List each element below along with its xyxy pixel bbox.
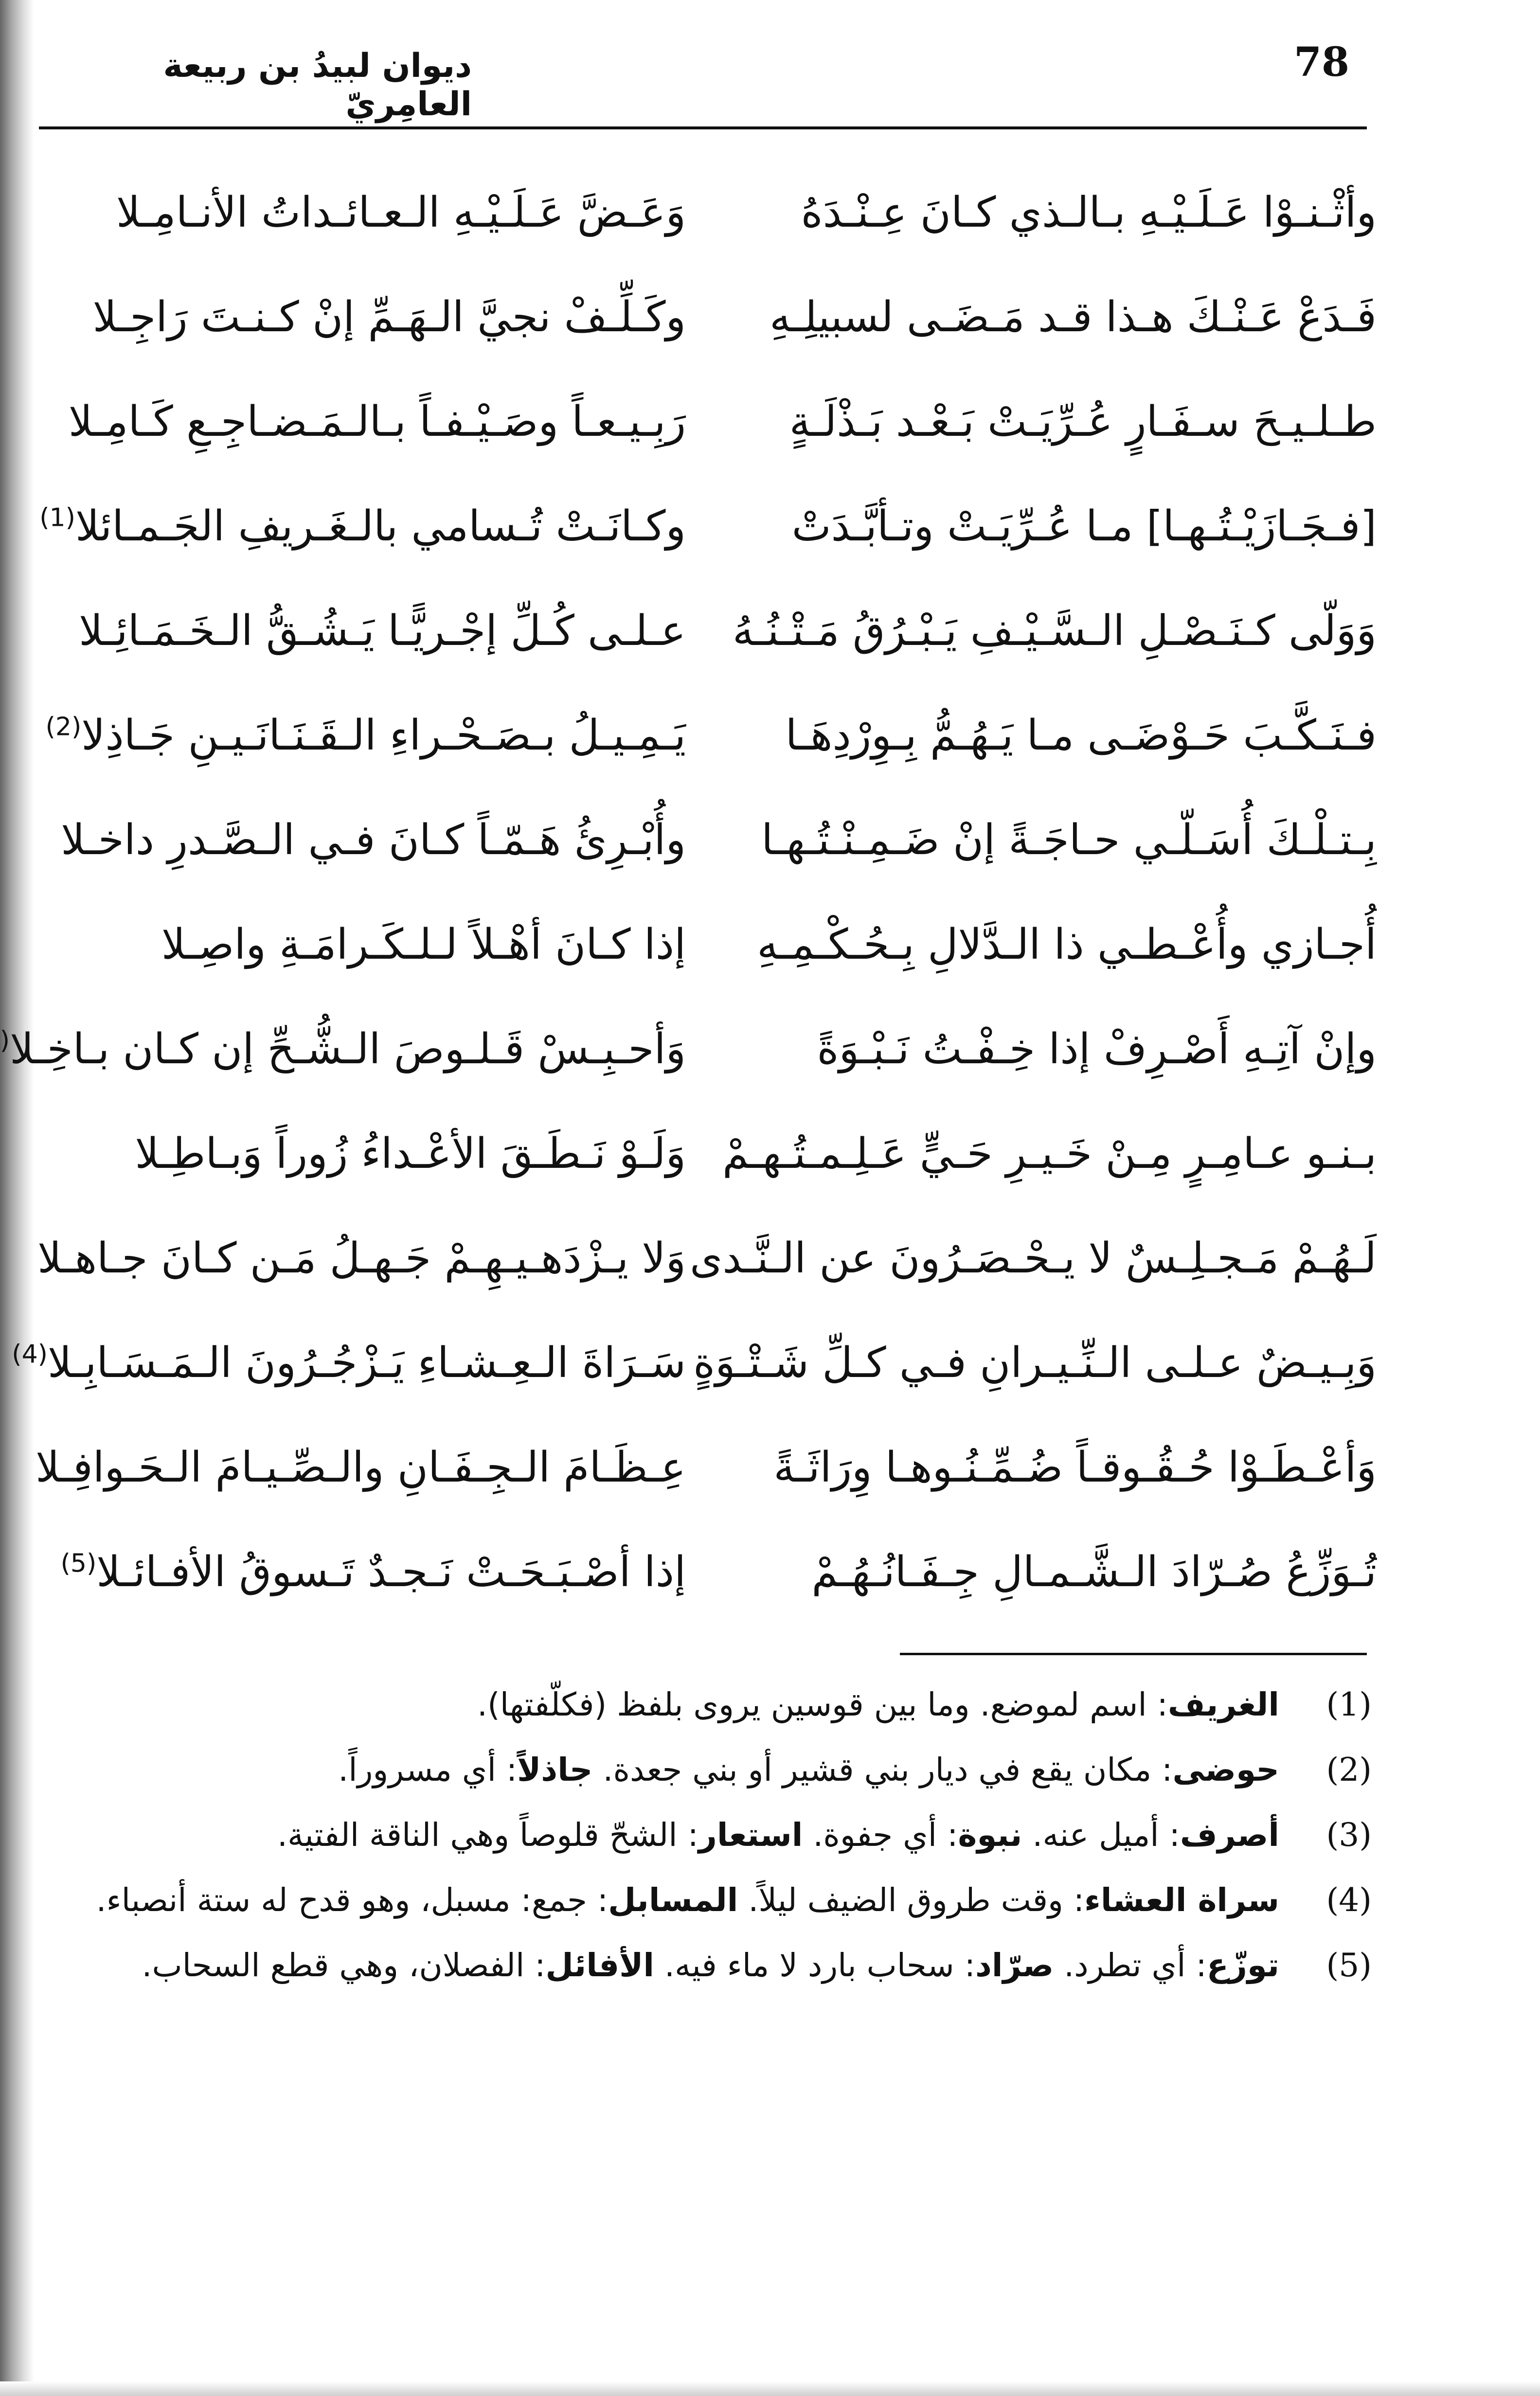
verse-second-hemistich-text: إذا كـانَ أهْـلاً لـلـكَـرامَـةِ واصِـلا [161,920,686,969]
verse-line [34,893,1377,997]
verse-first-hemistich: تُـوَزِّعُ صُـرّادَ الـشَّـمـالِ جِـفَـانُـهُـمْ [811,1548,1377,1596]
verse-first-hemistich: طـلـيـحَ سـفَـارٍ عُـرِّيَـتْ بَـعْـد بَـذْلَـةٍ [789,397,1377,446]
verse-second-hemistich-text: وكَـلِّـفْ نجيَّ الـهَـمِّ إنْ كـنـتَ رَاجِـلا [92,293,686,341]
footnote-reference: (4) [12,1340,48,1369]
verse-second-hemistich-text: وَلَـوْ نَـطَـقَ الأعْـداءُ زُوراً وَبـاطِـلا [135,1129,686,1178]
footnote-number: (2) [1326,1751,1372,1788]
verse-first-hemistich: بـنـو عـامِـرٍ مِـنْ خَـيـرِ حَـيٍّ عَـلِـمـتُـهـمْ [722,1129,1377,1178]
footnote-term: سراة العشاء [1084,1881,1279,1919]
verse-second-hemistich-text: وَعَـضَّ عَـلَـيْـهِ الـعـائـداتُ الأنـامِـلا [116,188,686,237]
footnote-term: صرّاد [975,1947,1054,1984]
verse-first-hemistich: فـنَـكَّـبَ حَـوْضَـى مـا يَـهُـمُّ بِـوِرْدِهَـا [785,711,1377,760]
footnote-text [49,1874,1279,1927]
verse-second-hemistich [34,161,686,265]
footnote-item [49,1743,1372,1797]
verse-first-hemistich: وَأعْـطَـوْا حُـقُـوقـاً ضُـمِّـنُـوهـا وِرَاثَـةً [773,1443,1377,1492]
verse-second-hemistich-text: إذا أصْـبَـحَـتْ نَـجـدٌ تَـسوقُ الأفـائـلا [96,1548,686,1596]
verse-second-hemistich [34,474,686,579]
footnote-gloss: : وقت طروق الضيف ليلاً. [738,1881,1085,1919]
footnote-gloss: : أي جفوة. [803,1816,958,1854]
verse-second-hemistich [0,997,686,1102]
verse-second-hemistich [12,1311,686,1415]
verse-line [34,1102,1377,1206]
verse-line [34,1520,1377,1625]
verse-second-hemistich [34,1206,686,1311]
footnote-gloss: : أي تطرد. [1054,1947,1207,1984]
verse-line [34,161,1377,265]
footnote-gloss: : الفصلان، وهي قطع السحاب. [142,1947,546,1984]
verse-line [34,1206,1377,1311]
verse-line [34,474,1377,579]
verse-second-hemistich-text: عِـظَـامَ الـجِـفَـانِ والـصِّـيـامَ الـحَـوافِـلا [36,1443,686,1492]
footnote-number: (4) [1326,1881,1372,1919]
verse-second-hemistich [34,370,686,474]
verse-second-hemistich-text: وَأحـبِـسْ قَـلـوصَ الـشُّـحِّ إن كـان بـاخِـلا [10,1025,686,1073]
footnote-term: جاذلاً [517,1751,593,1788]
page-number: 78 [1294,39,1350,86]
footnote-gloss: : أي مسروراً. [338,1751,518,1788]
footnote-item [49,1678,1372,1732]
verse-second-hemistich [34,683,686,788]
scan-edge-shadow [0,0,34,2396]
footnote-gloss: : أميل عنه. [1022,1816,1180,1854]
verse-first-hemistich: بِـتـلْـكَ أُسَـلّـي حـاجَـةً إنْ ضَـمِـنْـتُـهـا [761,816,1377,864]
verse-line [34,370,1377,474]
verse-first-hemistich: لَـهُـمْ مَـجـلِـسٌ لا يـحْـصَـرُونَ عن الـنَّـدى [690,1234,1377,1283]
footnote-gloss: : اسم لموضع. وما بين قوسين يروى بلفظ (فكلّفتها). [477,1686,1168,1723]
verse-line [0,997,1377,1102]
verse-line [34,579,1377,683]
footnote-text [49,1678,1279,1732]
verse-second-hemistich [34,579,686,683]
footnote-text [49,1808,1279,1862]
verse-second-hemistich [34,788,686,893]
verse-second-hemistich-text: عـلـى كُـلِّ إجْـريًّـا يَـشُـقُّ الـخَـمَـائِـلا [79,607,686,655]
verse-second-hemistich-text: رَبِـيـعـاً وصَـيْـفـاً بـالـمَـضـاجِـعِ كَـامِـلا [68,397,686,446]
verse-line [34,683,1377,788]
running-head: ديوان لبيدُ بن ربيعة العامِريّ [163,47,472,124]
footnote-item [49,1939,1372,1992]
footnote-gloss: : مكان يقع في ديار بني قشير أو بني جعدة. [592,1751,1173,1788]
footnote-reference: (1) [39,503,75,533]
footnote-term: أصرف [1180,1816,1279,1854]
footnote-gloss: : الشحّ قلوصاً وهي الناقة الفتية. [277,1816,698,1854]
verse-second-hemistich-text: وَلا يـزْدَهـيـهِـمْ جَـهـلُ مَـن كـانَ جـاهـلا [37,1234,686,1283]
verse-second-hemistich [34,1520,686,1625]
verse-second-hemistich [34,1415,686,1520]
footnote-reference: (5) [60,1549,97,1578]
footnote-item [49,1808,1372,1862]
footnote-number: (3) [1326,1816,1372,1854]
scan-bottom-edge [0,2381,1540,2396]
footnote-term: حوضى [1172,1751,1279,1788]
verse-line [34,1415,1377,1520]
poem-body [0,161,1377,1625]
footnote-term: الغريف [1167,1686,1279,1723]
verse-second-hemistich-text: وأُبْـرِئُ هَـمّـاً كـانَ فـي الـصَّـدرِ داخـلا [61,816,686,864]
footnote-term: استعار [698,1816,803,1854]
footnote-term: الأفائل [545,1947,654,1984]
footnotes-section [49,1678,1372,2004]
footnote-text [49,1939,1279,1992]
verse-second-hemistich [34,265,686,370]
verse-first-hemistich: فَـدَعْ عَـنْـكَ هـذا قـد مَـضَـى لسبيلِـهِ [770,293,1377,341]
verse-line [34,265,1377,370]
footnote-term: توزّع [1206,1947,1279,1984]
verse-second-hemistich-text: يَـمِـيـلُ بـصَـحْـراءِ الـقَـنَـانَـيـنِ جَـاذِلا [81,711,686,760]
verse-first-hemistich: [فـجَـازَيْـتُـهـا] مـا عُـرِّيَـتْ وتـأبَّـدَتْ [791,502,1377,551]
footnote-term: نبوة [958,1816,1022,1854]
verse-first-hemistich: وأثْـنـوْا عَـلَـيْـهِ بـالـذي كـانَ عِـنْـدَهُ [801,188,1377,237]
verse-second-hemistich [34,893,686,997]
footnote-number: (1) [1326,1686,1372,1723]
verse-first-hemistich: أُجـازي وأُعْـطـي ذا الـدَّلالِ بِـحُـكْـمِـهِ [757,920,1377,969]
verse-second-hemistich-text: سَـرَاةَ الـعِـشـاءِ يَـزْجُـرُونَ الـمَـسَـابِـلا [47,1339,686,1387]
verse-line [12,1311,1377,1415]
footnote-reference: ( [0,1026,10,1055]
footnote-text [49,1743,1279,1797]
footnote-number: (5) [1326,1947,1372,1984]
verse-second-hemistich [34,1102,686,1206]
verse-first-hemistich: وَوَلّى كـنَـصْـلِ الـسَّـيْـفِ يَـبْـرُقُ مَـتْـنُـهُ [733,607,1377,655]
footnote-reference: (2) [45,712,82,742]
footnote-gloss: : جمع: مسبل، وهو قدح له ستة أنصباء. [96,1881,609,1919]
header-rule [39,126,1367,129]
footnote-item [49,1874,1372,1927]
verse-first-hemistich: وإنْ آتِـهِ أَصْـرِفْ إذا خِـفْـتُ نَـبْـوَةً [817,1025,1377,1073]
footnote-rule [900,1653,1367,1655]
footnote-gloss: : سحاب بارد لا ماء فيه. [654,1947,975,1984]
verse-line [34,788,1377,893]
verse-second-hemistich-text: وكـانَـتْ تُـسامي بالـغَـريفِ الجَـمـائلا [75,502,686,551]
footnote-term: المسابل [608,1881,738,1919]
verse-first-hemistich: وَبِـيـضٌ عـلـى الـنِّـيـرانِ فـي كـلِّ شَـتْـوَةٍ [693,1339,1377,1387]
